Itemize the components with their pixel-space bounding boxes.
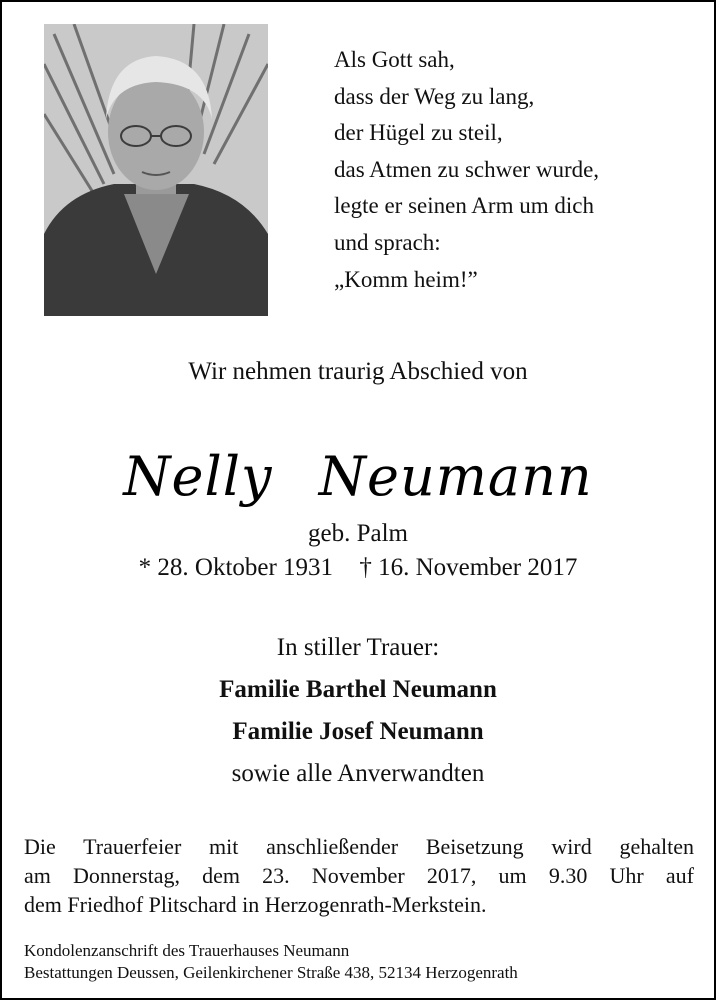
- poem-line: „Komm heim!”: [334, 266, 478, 292]
- poem-line: dass der Weg zu lang,: [334, 83, 535, 109]
- farewell-intro: Wir nehmen traurig Abschied von: [188, 358, 528, 385]
- birth-name: geb. Palm: [308, 520, 408, 547]
- service-line: Die Trauerfeier mit anschließender Beisetzung wird gehalten: [24, 834, 694, 859]
- poem-line: und sprach:: [334, 229, 441, 255]
- mourner-relatives: sowie alle Anverwandten: [231, 760, 485, 787]
- mourner-family-1: Familie Barthel Neumann: [219, 676, 497, 703]
- condolence-address: [24, 940, 694, 984]
- mourner-family-2: Familie Josef Neumann: [232, 718, 484, 745]
- deceased-first-name: Nelly: [123, 445, 273, 508]
- deceased-name: [2, 442, 714, 512]
- birth-date: * 28. Oktober 1931: [138, 554, 334, 581]
- portrait-photo: [44, 24, 268, 316]
- death-date: † 16. November 2017: [359, 554, 578, 581]
- funeral-service-info: [24, 832, 694, 919]
- life-dates: [2, 554, 714, 582]
- deceased-last-name: Neumann: [318, 445, 593, 508]
- poem: [334, 42, 694, 298]
- mourning-label: In stiller Trauer:: [276, 634, 440, 661]
- poem-line: legte er seinen Arm um dich: [334, 193, 594, 219]
- portrait-image: [44, 24, 268, 316]
- service-line: dem Friedhof Plitschard in Herzogenrath-Merkstein.: [24, 892, 487, 917]
- poem-line: das Atmen zu schwer wurde,: [334, 156, 600, 182]
- service-line: am Donnerstag, dem 23. November 2017, um 9.30 Uhr auf: [24, 863, 694, 888]
- address-line-1: Kondolenzanschrift des Trauerhauses Neumann: [24, 941, 350, 960]
- poem-line: der Hügel zu steil,: [334, 120, 503, 146]
- address-line-2: Bestattungen Deussen, Geilenkirchener Straße 438, 52134 Herzogenrath: [24, 963, 518, 982]
- poem-line: Als Gott sah,: [334, 47, 455, 72]
